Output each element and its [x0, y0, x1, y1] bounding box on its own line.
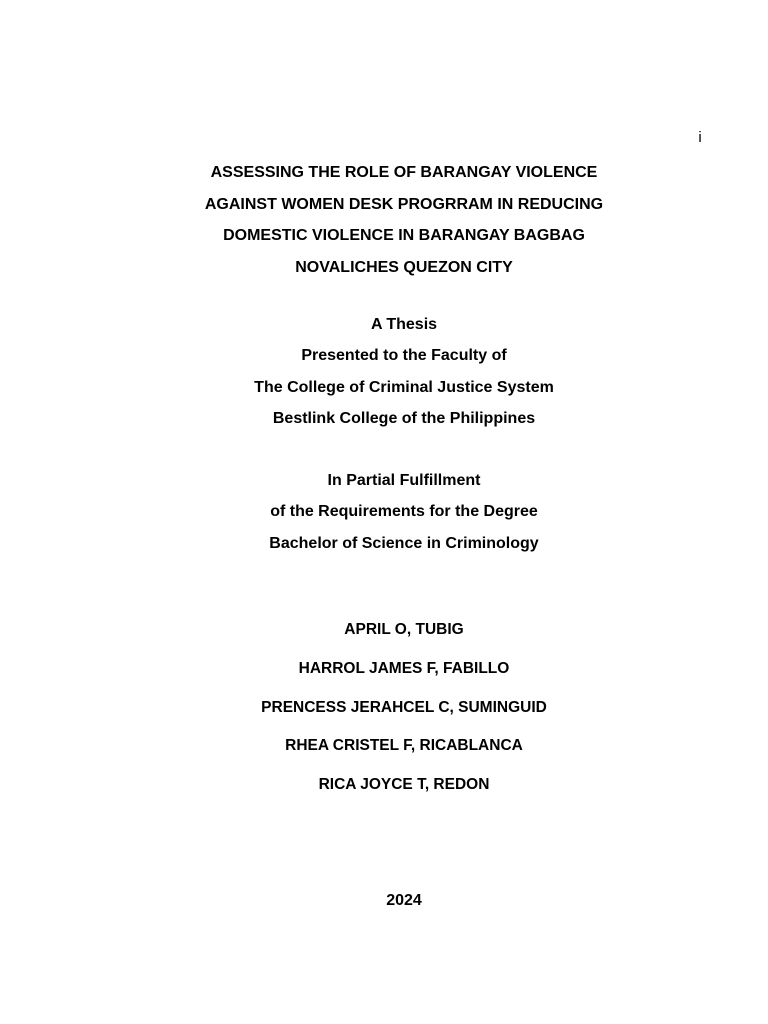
thesis-line: A Thesis: [370, 316, 438, 333]
fulfillment-line: Bachelor of Science in Criminology: [269, 534, 539, 552]
fulfillment-line: In Partial Fulfillment: [327, 472, 481, 489]
thesis-line: Bestlink College of the Philippines: [272, 409, 536, 427]
page-number: i: [698, 129, 702, 146]
thesis-title: [20, 161, 768, 287]
thesis-presentation: [20, 313, 768, 438]
author-name: HARROL JAMES F, FABILLO: [298, 659, 510, 677]
title-line: ASSESSING THE ROLE OF BARANGAY VIOLENCE: [210, 164, 598, 181]
author-name: RHEA CRISTEL F, RICABLANCA: [285, 737, 523, 755]
author-name: RICA JOYCE T, REDON: [318, 776, 490, 794]
author-name: PRENCESS JERAHCEL C, SUMINGUID: [261, 698, 547, 716]
title-line: AGAINST WOMEN DESK PROGRRAM IN REDUCING: [204, 195, 604, 213]
submission-year: 2024: [386, 892, 422, 909]
author-list: [20, 618, 768, 812]
author-name: APRIL O, TUBIG: [344, 621, 464, 638]
thesis-line: The College of Criminal Justice System: [254, 378, 554, 396]
fulfillment-line: of the Requirements for the Degree: [270, 503, 538, 521]
thesis-line: Presented to the Faculty of: [301, 347, 507, 365]
degree-fulfillment: [20, 469, 768, 563]
title-line: NOVALICHES QUEZON CITY: [295, 258, 513, 276]
title-line: DOMESTIC VIOLENCE IN BARANGAY BAGBAG: [223, 227, 585, 244]
